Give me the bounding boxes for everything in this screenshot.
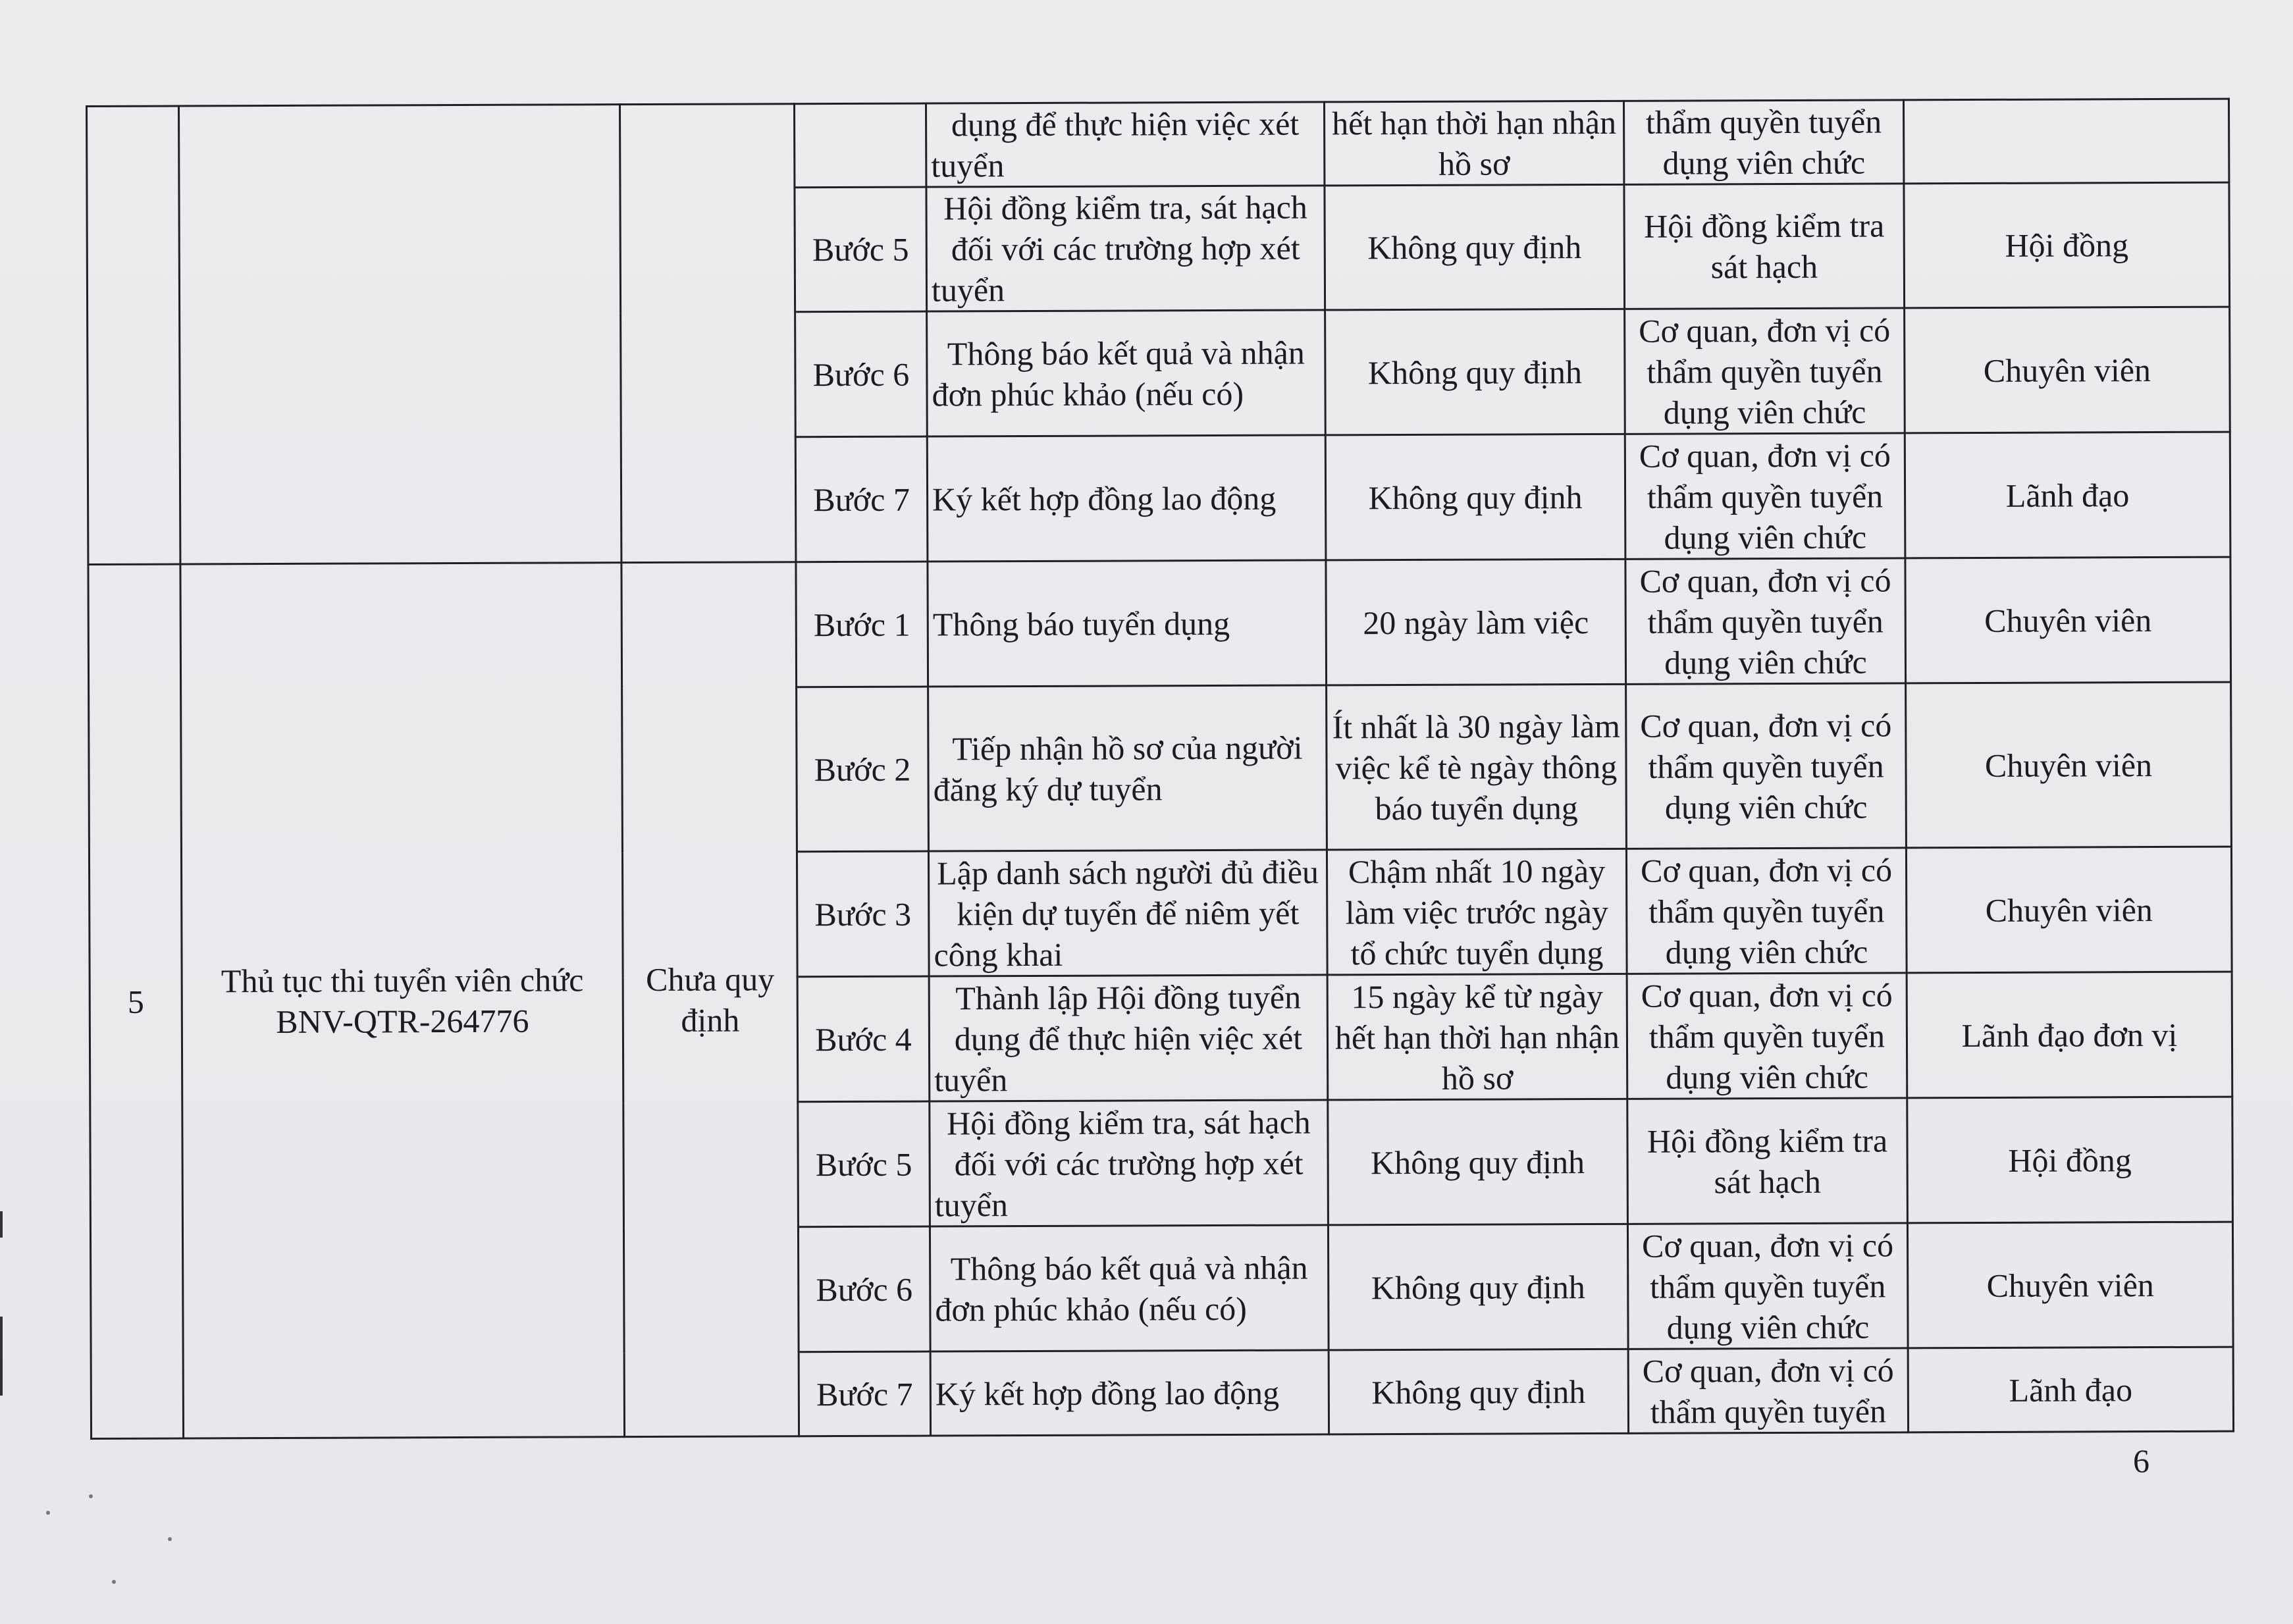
step-description: Hội đồng kiểm tra, sát hạch đối với các trường hợp xét tuyển [930, 1100, 1329, 1226]
step-description: Thông báo kết quả và nhận đơn phúc khảo (nếu có) [927, 310, 1326, 436]
step-time: 15 ngày kể từ ngày hết hạn thời hạn nhận hồ sơ [1327, 974, 1627, 1100]
step-cell: Bước 4 [797, 976, 930, 1102]
responsible-person [1903, 99, 2228, 184]
step-cell [794, 103, 926, 188]
responsible-person: Hội đồng [1904, 182, 2230, 308]
step-time: Không quy định [1328, 1224, 1628, 1350]
step-cell: Bước 2 [797, 687, 929, 852]
responsible-person: Chuyên viên [1905, 557, 2231, 683]
responsible-person: Hội đồng [1907, 1097, 2233, 1223]
responsible-unit: Hội đồng kiểm tra sát hạch [1624, 184, 1905, 309]
scan-speck [89, 1494, 93, 1498]
step-time: hết hạn thời hạn nhận hồ sơ [1324, 101, 1623, 186]
table-row [87, 99, 2229, 190]
responsible-unit: thẩm quyền tuyển dụng viên chức [1623, 100, 1903, 184]
step-cell: Bước 5 [798, 1101, 930, 1227]
step-cell: Bước 1 [796, 562, 928, 687]
step-cell: Bước 5 [795, 187, 927, 312]
step-cell: Bước 7 [795, 436, 928, 562]
procedure-total-time: Chưa quy định [621, 562, 799, 1437]
responsible-unit: Cơ quan, đơn vị có thẩm quyền tuyển dụng viên chức [1625, 433, 1905, 559]
table-row [88, 557, 2231, 689]
step-description: Thành lập Hội đồng tuyển dụng để thực hiện việc xét tuyển [929, 975, 1328, 1101]
procedure-name-cell [179, 105, 621, 564]
step-time: Chậm nhất 10 ngày làm việc trước ngày tổ chức tuyển dụng [1327, 849, 1627, 975]
step-cell: Bước 6 [798, 1226, 930, 1352]
responsible-unit: Hội đồng kiểm tra sát hạch [1627, 1098, 1908, 1224]
page-number: 6 [2133, 1442, 2149, 1479]
step-cell: Bước 7 [799, 1351, 930, 1436]
responsible-unit: Cơ quan, đơn vị có thẩm quyền tuyển dụng viên chức [1627, 973, 1907, 1099]
step-description: dụng để thực hiện việc xét tuyển [926, 102, 1324, 187]
responsible-unit: Cơ quan, đơn vị có thẩm quyền tuyển dụng viên chức [1627, 1223, 1908, 1349]
step-description: Thông báo kết quả và nhận đơn phúc khảo (nếu có) [930, 1225, 1329, 1351]
step-description: Tiếp nhận hồ sơ của người đăng ký dự tuyển [928, 685, 1327, 851]
responsible-person: Chuyên viên [1907, 1222, 2233, 1348]
procedure-number: 5 [88, 564, 184, 1438]
step-time: Không quy định [1328, 1099, 1628, 1225]
responsible-unit: Cơ quan, đơn vị có thẩm quyền tuyển [1628, 1348, 1908, 1433]
responsible-unit: Cơ quan, đơn vị có thẩm quyền tuyển dụng viên chức [1625, 558, 1906, 684]
procedure-name: Thủ tục thi tuyển viên chức BNV-QTR-264776 [180, 563, 625, 1438]
scan-edge-mark [0, 1211, 3, 1238]
no-cell [87, 106, 180, 564]
responsible-person: Lãnh đạo đơn vị [1907, 972, 2232, 1098]
step-description: Hội đồng kiểm tra, sát hạch đối với các trường hợp xét tuyển [926, 186, 1325, 311]
step-description: Lập danh sách người đủ điều kiện dự tuyển để niêm yết công khai [928, 850, 1327, 976]
step-time: Ít nhất là 30 ngày làm việc kể tè ngày thông báo tuyển dụng [1327, 684, 1627, 850]
responsible-unit: Cơ quan, đơn vị có thẩm quyền tuyển dụng viên chức [1625, 308, 1905, 434]
step-cell: Bước 3 [797, 851, 929, 977]
step-description: Ký kết hợp đồng lao động [930, 1350, 1329, 1436]
step-description: Thông báo tuyển dụng [928, 560, 1327, 687]
responsible-person: Lãnh đạo [1905, 432, 2230, 558]
procedure-table [86, 98, 2234, 1440]
step-time: Không quy định [1325, 309, 1625, 435]
step-cell: Bước 6 [795, 311, 928, 437]
responsible-unit: Cơ quan, đơn vị có thẩm quyền tuyển dụng viên chức [1626, 848, 1907, 974]
scan-speck [112, 1580, 116, 1584]
responsible-person: Chuyên viên [1906, 847, 2232, 973]
responsible-person: Chuyên viên [1906, 682, 2232, 848]
step-time: Không quy định [1325, 184, 1625, 310]
scan-speck [168, 1537, 172, 1541]
scan-edge-mark [0, 1317, 3, 1396]
step-description: Ký kết hợp đồng lao động [927, 435, 1326, 562]
step-time: Không quy định [1329, 1349, 1628, 1434]
step-time: 20 ngày làm việc [1326, 559, 1626, 685]
responsible-unit: Cơ quan, đơn vị có thẩm quyền tuyển dụng viên chức [1626, 683, 1907, 849]
responsible-person: Lãnh đạo [1908, 1347, 2233, 1432]
responsible-person: Chuyên viên [1905, 307, 2230, 433]
total-time-cell [620, 104, 796, 563]
step-time: Không quy định [1325, 434, 1625, 560]
scan-speck [46, 1511, 50, 1515]
